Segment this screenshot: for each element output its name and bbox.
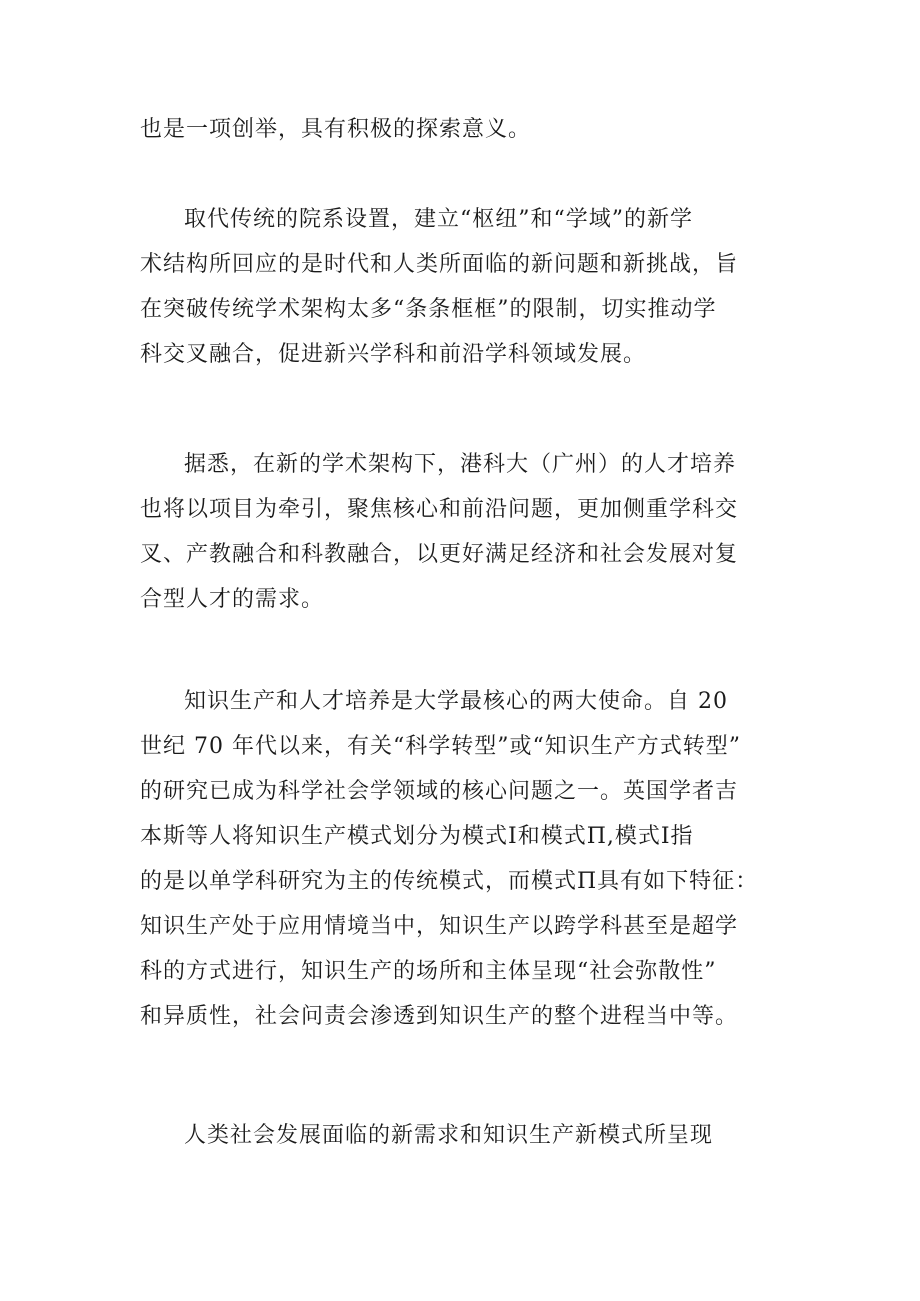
- paragraph-3-line-4: 合型人才的需求。: [140, 587, 325, 612]
- paragraph-4-line-4: 本斯等人将知识生产模式划分为模式Ⅰ和模式Π,模式Ⅰ指: [140, 824, 694, 849]
- paragraph-1-line-1: 也是一项创举，具有积极的探索意义。: [140, 117, 532, 142]
- paragraph-4-line-6: 知识生产处于应用情境当中，知识生产以跨学科甚至是超学: [140, 914, 739, 939]
- paragraph-2-line-3: 在突破传统学术架构太多“条条框框”的限制，切实推动学: [140, 297, 717, 322]
- paragraph-2-line-4: 科交叉融合，促进新兴学科和前沿学科领域发展。: [140, 342, 647, 367]
- paragraph-2-line-2: 术结构所回应的是时代和人类所面临的新问题和新挑战，旨: [140, 252, 739, 277]
- paragraph-4-line-3: 的研究已成为科学社会学领域的核心问题之一。英国学者吉: [140, 779, 739, 804]
- paragraph-3-line-2: 也将以项目为牵引，聚焦核心和前沿问题，更加侧重学科交: [140, 497, 739, 522]
- paragraph-4-line-2: 世纪 70 年代以来，有关“科学转型”或“知识生产方式转型”: [140, 734, 741, 759]
- paragraph-4-line-7: 科的方式进行，知识生产的场所和主体呈现“社会弥散性”: [140, 959, 717, 984]
- paragraph-4-line-5: 的是以单学科研究为主的传统模式，而模式Π具有如下特征：: [140, 869, 759, 894]
- paragraph-4-line-1: 知识生产和人才培养是大学最核心的两大使命。自 20: [184, 689, 728, 714]
- paragraph-3-line-3: 叉、产教融合和科教融合，以更好满足经济和社会发展对复: [140, 542, 739, 567]
- paragraph-4-line-8: 和异质性，社会问责会渗透到知识生产的整个进程当中等。: [140, 1004, 739, 1029]
- paragraph-2-line-1: 取代传统的院系设置，建立“枢纽”和“学域”的新学: [184, 207, 693, 232]
- paragraph-5-line-1: 人类社会发展面临的新需求和知识生产新模式所呈现: [184, 1123, 714, 1148]
- paragraph-3-line-1: 据悉，在新的学术架构下，港科大（广州）的人才培养: [184, 452, 737, 477]
